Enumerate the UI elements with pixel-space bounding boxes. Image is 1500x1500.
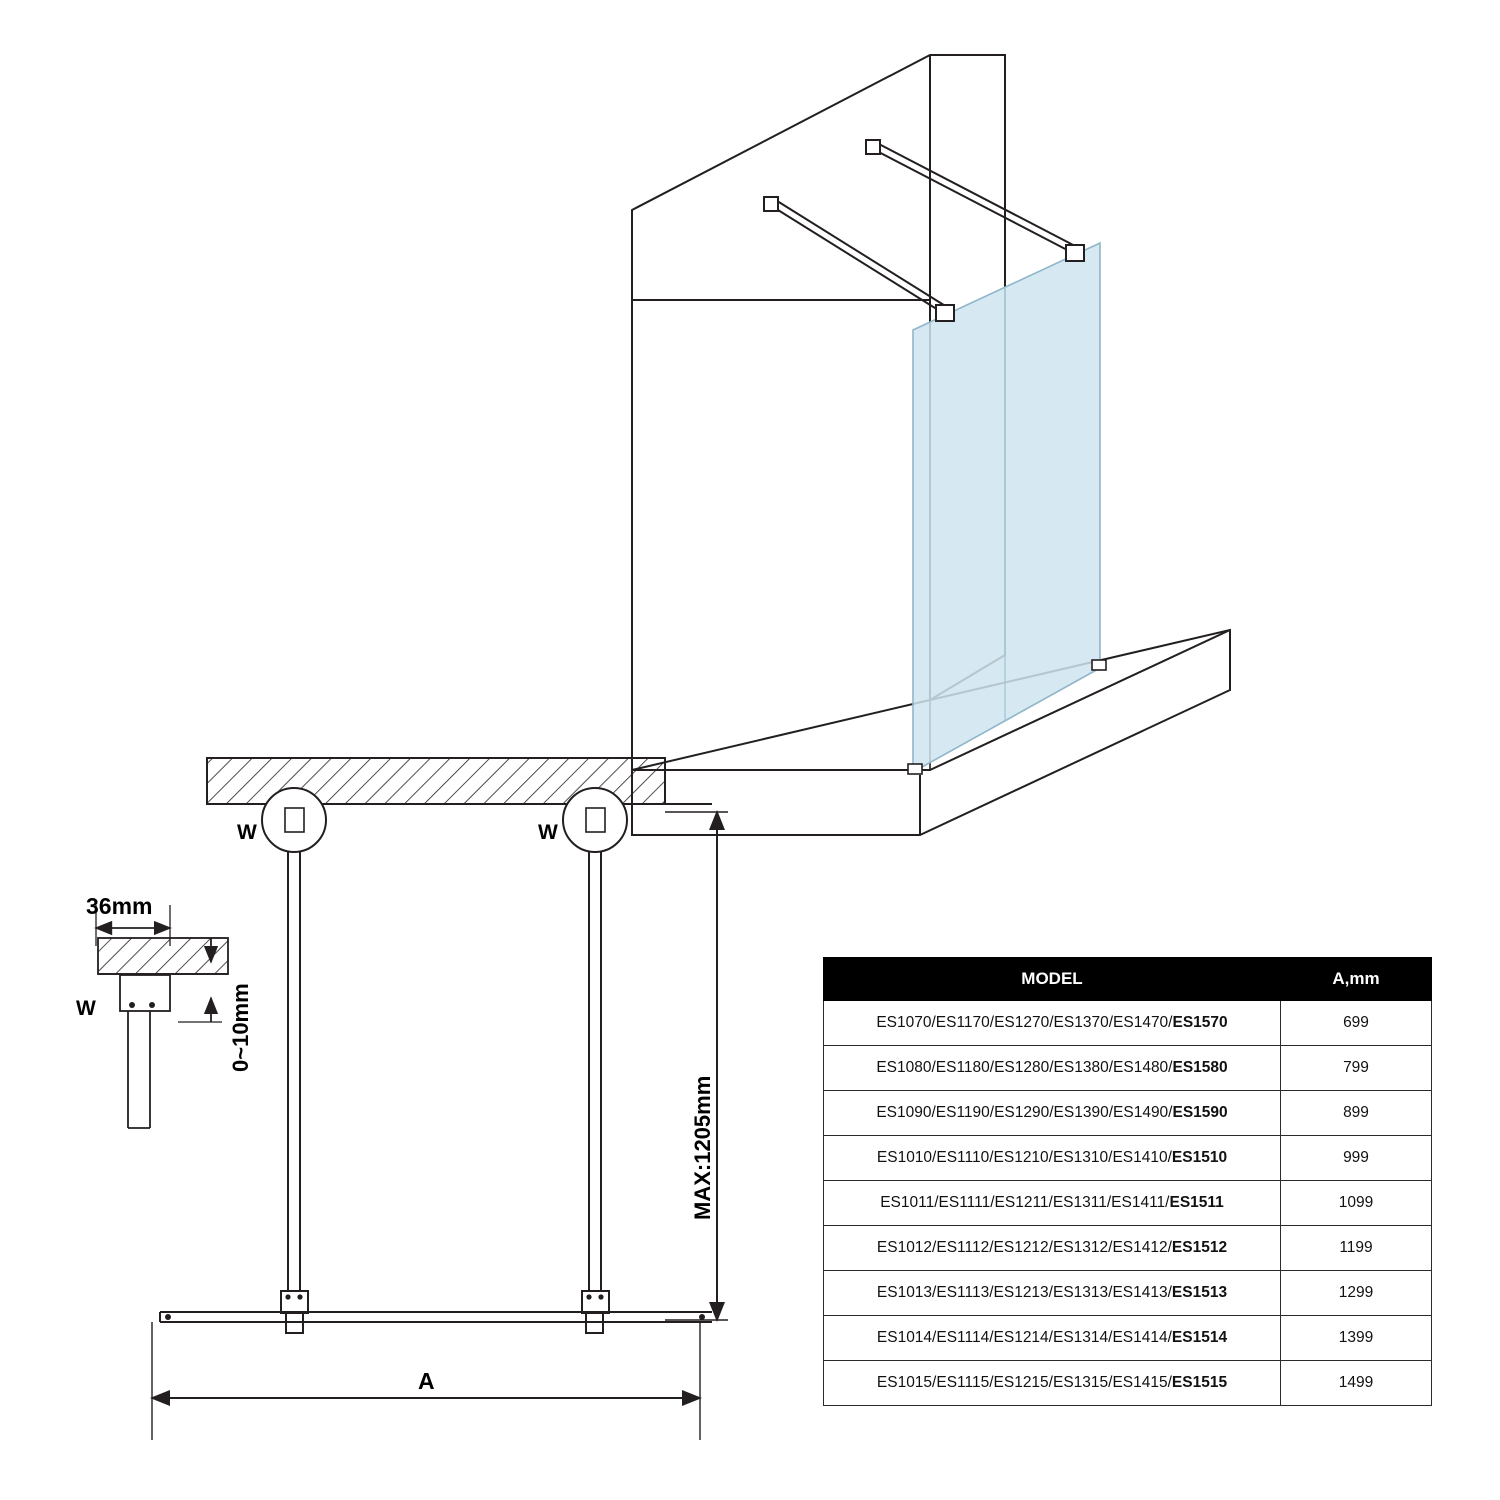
label-dimension-a: A: [418, 1368, 435, 1394]
table-row: [824, 1136, 1432, 1181]
table-row: [824, 1181, 1432, 1226]
table-cell-a-mm: 699: [1281, 1001, 1432, 1046]
model-list-plain: ES1014/ES1114/ES1214/ES1314/ES1414/: [876, 1329, 1172, 1346]
label-max-height: MAX:1205mm: [690, 1075, 715, 1220]
table-header-a: A,mm: [1281, 958, 1432, 1001]
table-cell-model: [824, 1181, 1281, 1226]
isometric-view: [632, 55, 1230, 835]
label-wall-marker-top-right: W: [538, 821, 558, 844]
table-cell-a-mm: 1099: [1281, 1181, 1432, 1226]
label-wall-marker-detail: W: [76, 997, 96, 1020]
model-list-highlight: ES1513: [1171, 1284, 1228, 1301]
model-list-highlight: ES1590: [1172, 1104, 1228, 1121]
table-cell-a-mm: 1199: [1281, 1226, 1432, 1271]
label-wall-marker-top-left: W: [237, 821, 257, 844]
model-list-highlight: ES1512: [1171, 1239, 1228, 1256]
table-row: [824, 1271, 1432, 1316]
model-list-plain: ES1070/ES1170/ES1270/ES1370/ES1470/: [876, 1014, 1173, 1031]
table-row: [824, 1046, 1432, 1091]
table-cell-a-mm: 899: [1281, 1091, 1432, 1136]
table-cell-model: [824, 1226, 1281, 1271]
model-list-plain: ES1080/ES1180/ES1280/ES1380/ES1480/: [876, 1059, 1173, 1076]
table-cell-model: [824, 1001, 1281, 1046]
detail-view-wall-bracket: [96, 905, 228, 1128]
table-cell-model: [824, 1361, 1281, 1406]
model-list-highlight: ES1514: [1171, 1329, 1228, 1346]
table-header-model: MODEL: [824, 958, 1281, 1001]
model-list-plain: ES1010/ES1110/ES1210/ES1310/ES1410/: [876, 1149, 1172, 1166]
table-cell-model: [824, 1136, 1281, 1181]
model-list-highlight: ES1511: [1169, 1194, 1224, 1211]
table-row: [824, 1001, 1432, 1046]
table-row: [824, 1316, 1432, 1361]
table-header-row: [824, 958, 1432, 1001]
model-list-highlight: ES1515: [1171, 1374, 1228, 1391]
table-row: [824, 1226, 1432, 1271]
label-gap-0-10mm: 0~10mm: [228, 983, 253, 1072]
table-cell-a-mm: 1499: [1281, 1361, 1432, 1406]
table-cell-a-mm: 1399: [1281, 1316, 1432, 1361]
table-row: [824, 1361, 1432, 1406]
table-cell-model: [824, 1046, 1281, 1091]
model-list-highlight: ES1570: [1172, 1014, 1228, 1031]
model-list-plain: ES1012/ES1112/ES1212/ES1312/ES1412/: [876, 1239, 1172, 1256]
model-list-plain: ES1090/ES1190/ES1290/ES1390/ES1490/: [876, 1104, 1173, 1121]
label-36mm: 36mm: [86, 893, 153, 919]
model-list-plain: ES1011/ES1111/ES1211/ES1311/ES1411/: [880, 1194, 1170, 1211]
model-spec-table: [823, 957, 1432, 1406]
model-list-plain: ES1013/ES1113/ES1213/ES1313/ES1413/: [876, 1284, 1172, 1301]
table-cell-model: [824, 1271, 1281, 1316]
front-elevation: [152, 758, 728, 1440]
table-row: [824, 1091, 1432, 1136]
table-cell-a-mm: 1299: [1281, 1271, 1432, 1316]
table-cell-a-mm: 999: [1281, 1136, 1432, 1181]
model-list-plain: ES1015/ES1115/ES1215/ES1315/ES1415/: [876, 1374, 1172, 1391]
table-cell-model: [824, 1091, 1281, 1136]
model-list-highlight: ES1580: [1172, 1059, 1228, 1076]
table-cell-model: [824, 1316, 1281, 1361]
table-cell-a-mm: 799: [1281, 1046, 1432, 1091]
model-list-highlight: ES1510: [1171, 1149, 1228, 1166]
